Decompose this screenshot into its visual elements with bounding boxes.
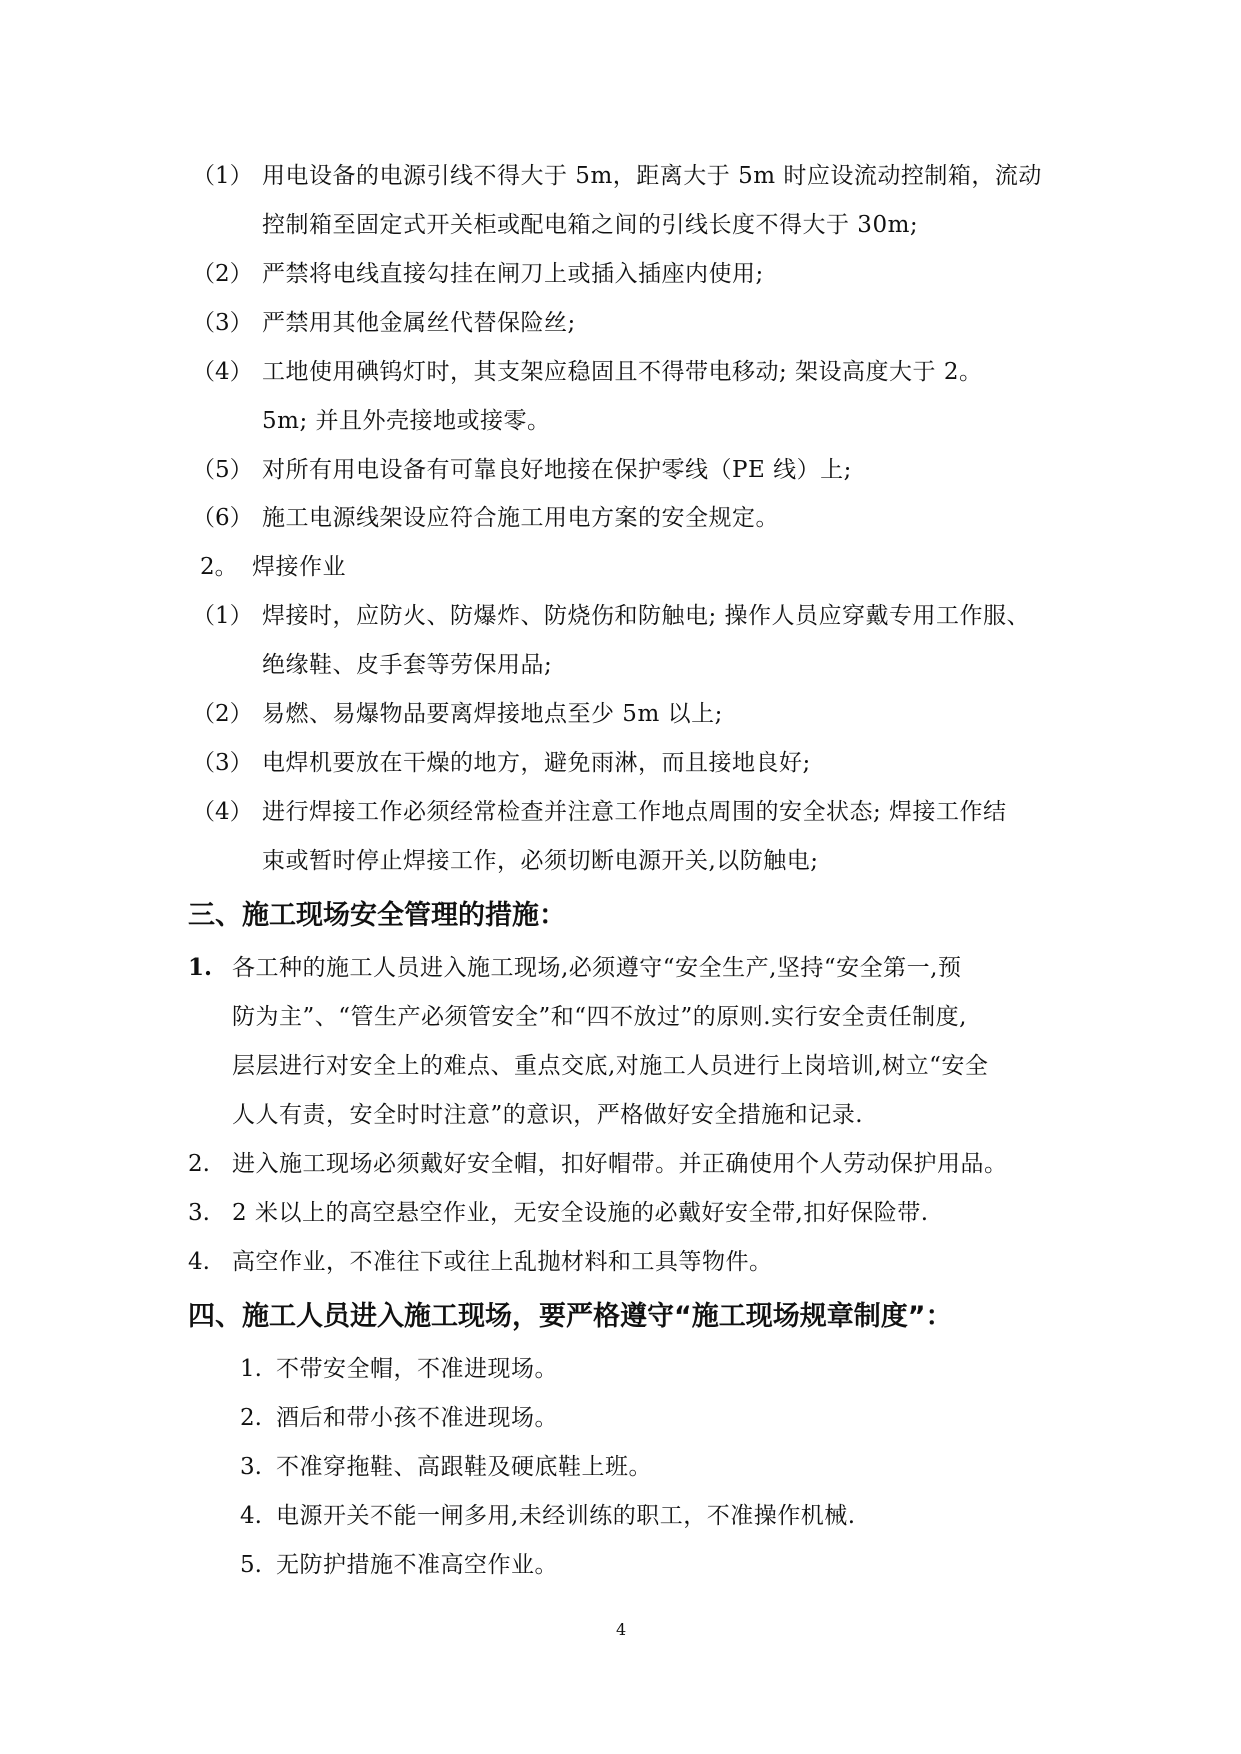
section-4-item-2-number: 2. (240, 1405, 262, 1431)
section-4-item-3-number: 3. (240, 1454, 262, 1480)
welding-item-2-number: （2） (192, 701, 253, 727)
welding-item-4-line-1: 进行焊接工作必须经常检查并注意工作地点周围的安全状态; 焊接工作结 (262, 799, 1007, 825)
welding-item-1-number: （1） (192, 603, 253, 629)
section-4-item-4-number: 4. (240, 1503, 262, 1529)
section-3-item-4-line-1: 高空作业，不准往下或往上乱抛材料和工具等物件。 (232, 1249, 773, 1275)
electric-item-1-line-1: 用电设备的电源引线不得大于 5m，距离大于 5m 时应设流动控制箱，流动 (262, 163, 1042, 189)
section-4-item-1-text: 不带安全帽，不准进现场。 (276, 1356, 558, 1382)
section-3-item-1-line-2: 防为主”、“管生产必须管安全”和“四不放过”的原则.实行安全责任制度, (232, 1004, 967, 1030)
welding-title-text: 焊接作业 (252, 554, 346, 580)
electric-item-6-number: （6） (192, 505, 253, 531)
section-3-title: 三、施工现场安全管理的措施： (188, 900, 566, 931)
welding-item-1-line-2: 绝缘鞋、皮手套等劳保用品; (262, 652, 553, 678)
section-4-item-1-number: 1. (240, 1356, 262, 1382)
electric-item-1-line-2: 控制箱至固定式开关柜或配电箱之间的引线长度不得大于 30m; (262, 212, 919, 238)
welding-item-4-line-2: 束或暂时停止焊接工作，必须切断电源开关,以防触电; (262, 848, 819, 874)
electric-item-4-line-1: 工地使用碘钨灯时，其支架应稳固且不得带电移动; 架设高度大于 2。 (262, 359, 983, 385)
page-number: 4 (616, 1620, 627, 1639)
electric-item-3-line-1: 严禁用其他金属丝代替保险丝; (262, 310, 576, 336)
section-4-item-5-number: 5. (240, 1552, 262, 1578)
section-3-item-2-number: 2. (188, 1151, 210, 1177)
electric-item-3-number: （3） (192, 310, 253, 336)
section-4-title: 四、施工人员进入施工现场，要严格遵守“施工现场规章制度”： (188, 1301, 953, 1332)
section-3-item-2-line-1: 进入施工现场必须戴好安全帽，扣好帽带。并正确使用个人劳动保护用品。 (232, 1151, 1008, 1177)
electric-item-1-number: （1） (192, 163, 253, 189)
welding-item-4-number: （4） (192, 799, 253, 825)
section-3-item-1-line-4: 人人有责，安全时时注意”的意识，严格做好安全措施和记录. (232, 1102, 864, 1128)
section-4-item-5-text: 无防护措施不准高空作业。 (276, 1552, 558, 1578)
welding-item-2-line-1: 易燃、易爆物品要离焊接地点至少 5m 以上; (262, 701, 723, 727)
section-4-item-4-text: 电源开关不能一闸多用,未经训练的职工，不准操作机械. (276, 1503, 856, 1529)
section-3-item-3-line-1: 2 米以上的高空悬空作业，无安全设施的必戴好安全带,扣好保险带. (232, 1200, 929, 1226)
section-4-item-3-text: 不准穿拖鞋、高跟鞋及硬底鞋上班。 (276, 1454, 652, 1480)
welding-item-3-number: （3） (192, 750, 253, 776)
welding-item-3-line-1: 电焊机要放在干燥的地方，避免雨淋，而且接地良好; (262, 750, 811, 776)
electric-item-4-number: （4） (192, 359, 253, 385)
electric-item-6-line-1: 施工电源线架设应符合施工用电方案的安全规定。 (262, 505, 779, 531)
section-3-item-1-line-1: 各工种的施工人员进入施工现场,必须遵守“安全生产,坚持“安全第一,预 (232, 955, 962, 981)
section-3-item-3-number: 3. (188, 1200, 210, 1226)
welding-title-number: 2。 (200, 554, 238, 580)
electric-item-5-line-1: 对所有用电设备有可靠良好地接在保护零线（PE 线）上; (262, 457, 852, 483)
section-3-item-1-number: 1. (188, 954, 213, 981)
section-3-item-1-line-3: 层层进行对安全上的难点、重点交底,对施工人员进行上岗培训,树立“安全 (232, 1053, 989, 1079)
welding-item-1-line-1: 焊接时，应防火、防爆炸、防烧伤和防触电; 操作人员应穿戴专用工作服、 (262, 603, 1031, 629)
electric-item-2-line-1: 严禁将电线直接勾挂在闸刀上或插入插座内使用; (262, 261, 764, 287)
section-4-item-2-text: 酒后和带小孩不准进现场。 (276, 1405, 558, 1431)
electric-item-5-number: （5） (192, 457, 253, 483)
electric-item-2-number: （2） (192, 261, 253, 287)
section-3-item-4-number: 4. (188, 1249, 210, 1275)
electric-item-4-line-2: 5m; 并且外壳接地或接零。 (262, 408, 551, 434)
